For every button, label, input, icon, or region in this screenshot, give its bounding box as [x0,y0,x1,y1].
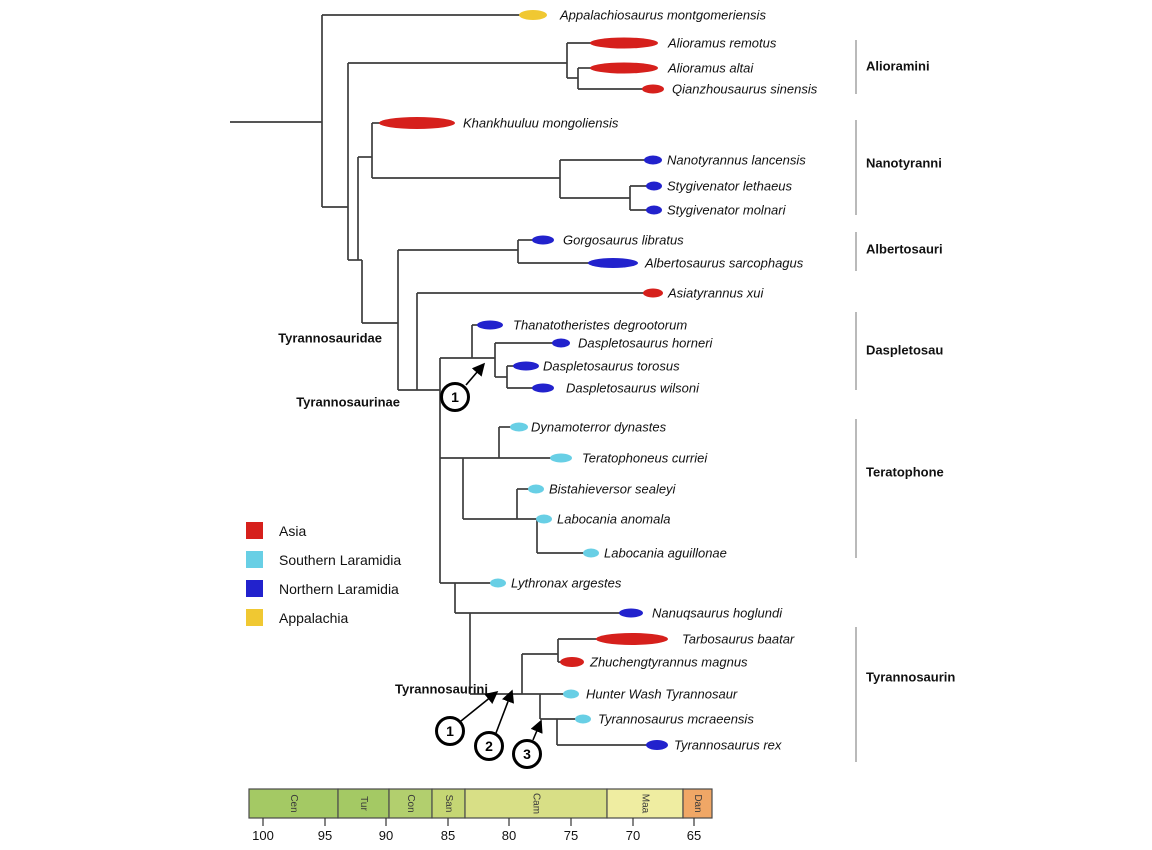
taxon-range-ellipse [532,236,554,245]
taxon-label: Nanotyrannus lancensis [667,152,806,168]
taxon-label: Tyrannosaurus rex [674,737,782,753]
timescale-tick-label: 70 [625,828,641,843]
taxon-range-ellipse [532,384,554,393]
node-arrow [496,691,512,733]
timescale-period-abbr: Maa [639,793,651,814]
taxon-range-ellipse [646,182,662,191]
taxon-range-ellipse [379,117,455,129]
taxon-label: Asiatyrannus xui [668,285,764,301]
timescale-tick-label: 85 [440,828,456,843]
taxon-label: Albertosaurus sarcophagus [645,255,804,271]
taxon-label: Dynamoterror dynastes [531,419,667,435]
taxon-range-ellipse [560,657,584,667]
taxon-range-ellipse [510,423,528,432]
taxon-range-ellipse [519,10,547,20]
taxon-range-ellipse [596,633,668,645]
bracket-label-tyrannosaurin: Tyrannosaurin [866,669,956,685]
node-number-2: 2 [474,731,504,761]
taxon-label: Tyrannosaurus mcraeensis [598,711,754,727]
taxon-range-ellipse [583,549,599,558]
legend-swatch-northern-laramidia [246,580,263,597]
taxon-label: Alioramus remotus [668,35,777,51]
taxon-label: Stygivenator lethaeus [667,178,793,194]
timescale-period-abbr: Cam [530,792,542,815]
legend-swatch-asia [246,522,263,539]
legend-item-northern-laramidia [246,580,399,597]
legend-item-southern-laramidia [246,551,401,568]
taxon-range-ellipse [563,690,579,699]
taxon-label: Qianzhousaurus sinensis [672,81,818,97]
timescale-tick-label: 95 [317,828,333,843]
taxon-range-ellipse [550,454,572,463]
bracket-label-daspletosau: Daspletosau [866,342,944,358]
taxon-range-ellipse [590,38,658,49]
timescale-tick-label: 90 [378,828,394,843]
node-number-1-daspletosaurini: 1 [440,382,470,412]
bracket-label-teratophone: Teratophone [866,464,944,480]
taxon-range-ellipse [513,362,539,371]
taxon-label: Labocania aguillonae [604,545,727,561]
node-arrow [466,364,484,385]
taxon-range-ellipse [588,258,638,268]
legend-swatch-appalachia [246,609,263,626]
taxon-label: Nanuqsaurus hoglundi [652,605,783,621]
taxon-range-ellipse [643,289,663,298]
timescale-period-abbr: Dan [691,794,703,813]
taxon-range-ellipse [490,579,506,588]
taxon-label: Daspletosaurus wilsoni [566,380,699,396]
taxon-label: Daspletosaurus horneri [578,335,713,351]
label-tyrannosauridae: Tyrannosauridae [278,330,382,346]
timescale-period-abbr: Tur [357,796,369,811]
taxon-label: Labocania anomala [557,511,671,527]
taxon-range-ellipse [575,715,591,724]
timescale-tick-label: 65 [686,828,702,843]
legend-label-asia: Asia [279,522,307,539]
taxon-range-ellipse [644,156,662,165]
taxon-label: Stygivenator molnari [667,202,786,218]
taxon-range-ellipse [646,206,662,215]
node-arrow [533,721,541,740]
timescale-tick-label: 75 [563,828,579,843]
taxon-label: Bistahieversor sealeyi [549,481,676,497]
legend-label-appalachia: Appalachia [279,609,349,626]
taxon-label: Thanatotheristes degrootorum [513,317,688,333]
legend-item-appalachia [246,609,348,626]
legend-item-asia [246,522,306,539]
bracket-label-nanotyranni: Nanotyranni [866,155,942,171]
legend-label-southern-laramidia: Southern Laramidia [279,551,402,568]
taxon-range-ellipse [528,485,544,494]
node-number-1-tyrannosaurini: 1 [435,716,465,746]
bracket-label-alioramini: Alioramini [866,58,930,74]
timescale-period-abbr: Cen [287,794,299,813]
timescale-tick-label: 100 [252,828,274,843]
bracket-label-albertosauri: Albertosauri [866,241,943,257]
taxon-label: Tarbosaurus baatar [682,631,795,647]
taxon-range-ellipse [590,63,658,74]
timescale-period-abbr: San [442,794,454,813]
legend-label-northern-laramidia: Northern Laramidia [279,580,399,597]
timescale-tick-label: 80 [501,828,517,843]
taxon-label: Alioramus altai [668,60,754,76]
taxon-range-ellipse [477,321,503,330]
legend-swatch-southern-laramidia [246,551,263,568]
taxon-range-ellipse [619,609,643,618]
node-number-3: 3 [512,739,542,769]
taxon-label: Appalachiosaurus montgomeriensis [560,7,766,23]
taxon-label: Teratophoneus curriei [582,450,708,466]
label-tyrannosaurinae: Tyrannosaurinae [296,394,400,410]
taxon-label: Khankhuuluu mongoliensis [463,115,619,131]
taxon-label: Daspletosaurus torosus [543,358,680,374]
taxon-range-ellipse [536,515,552,524]
taxon-label: Lythronax argestes [511,575,622,591]
taxon-label: Zhuchengtyrannus magnus [590,654,748,670]
taxon-range-ellipse [552,339,570,348]
label-tyrannosaurini: Tyrannosaurini [395,681,488,697]
taxon-range-ellipse [646,740,668,750]
taxon-label: Hunter Wash Tyrannosaur [586,686,738,702]
timescale-period-abbr: Con [404,794,416,813]
taxon-range-ellipse [642,85,664,94]
taxon-label: Gorgosaurus libratus [563,232,684,248]
